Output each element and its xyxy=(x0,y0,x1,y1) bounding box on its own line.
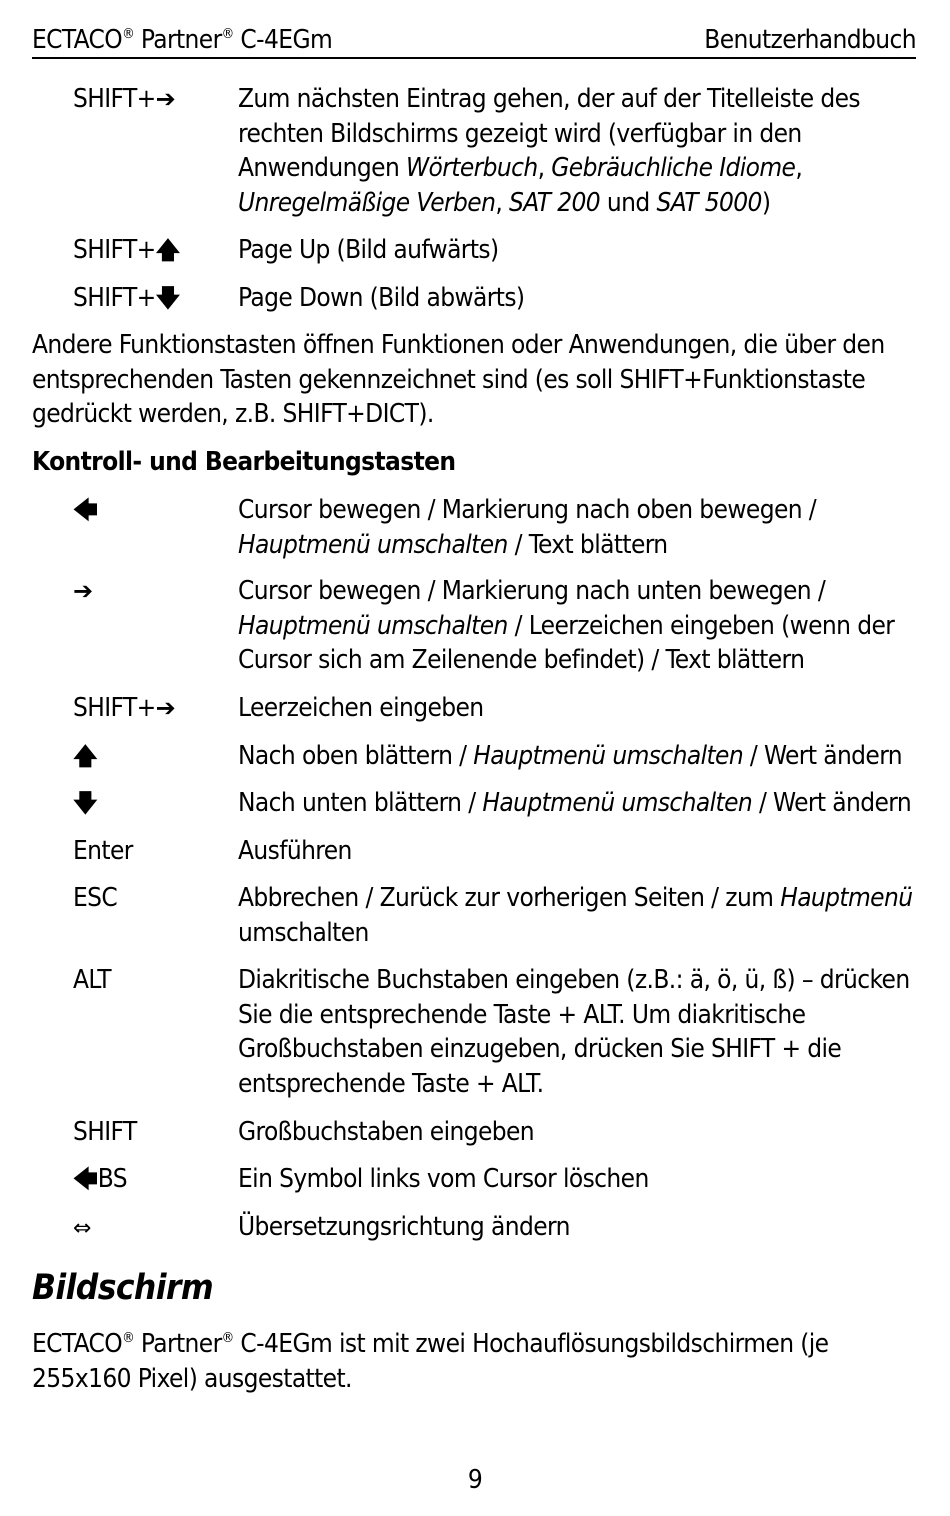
intro-paragraph: Andere Funktionstasten öffnen Funktionen oder Anwendungen, die über den entsprechenden Tasten gekennzeichnet sind (es soll SHIFT+Funktionstaste gedrückt werden, z.B. SHIFT+DICT). xyxy=(32,330,885,429)
desc-italic: Gebräuchliche Idiome xyxy=(551,153,796,183)
key-label xyxy=(73,493,98,528)
arrow-down-icon: 🡇 xyxy=(73,789,98,817)
desc-italic: Hauptmenü xyxy=(780,883,913,913)
section-title: Bildschirm xyxy=(32,1268,214,1308)
key-prefix: SHIFT+ xyxy=(73,693,156,723)
desc-text: umschalten xyxy=(238,917,369,948)
key-description: Diakritische Buchstaben eingeben (z.B.: ä, ö, ü, ß) – drücken Sie die entsprechende Taste + ALT. Um diakritische Großbuchstaben einzugeben, drücken Sie SHIFT + die entsprechende Taste + ALT. xyxy=(238,965,910,1099)
key-description: Ausführen xyxy=(238,836,352,866)
header-product xyxy=(32,24,332,56)
desc-text: / Text blättern xyxy=(507,529,668,560)
arrow-down-icon: 🡇 xyxy=(155,284,181,312)
desc-text: ) xyxy=(761,187,771,218)
key-description xyxy=(238,739,918,774)
key-description xyxy=(238,786,918,821)
desc-italic: Hauptmenü umschalten xyxy=(473,741,744,771)
desc-text: Nach unten blättern / xyxy=(238,788,483,818)
key-label: SHIFT xyxy=(73,1117,137,1147)
key-description: Page Up (Bild aufwärts) xyxy=(238,235,499,265)
key-label xyxy=(73,1210,91,1247)
desc-text: Zum nächsten Eintrag gehen, der auf der Titelleiste des rechten Bildschirms gezeigt wird (verfügbar in den Anwendungen xyxy=(238,84,861,183)
desc-text: , xyxy=(795,153,803,183)
key-label xyxy=(73,574,93,609)
registered-mark: ® xyxy=(221,1330,234,1346)
page-header xyxy=(32,24,916,59)
registered-mark: ® xyxy=(122,26,135,42)
header-product-name: Partner xyxy=(140,25,222,55)
desc-italic: Unregelmäßige Verben xyxy=(238,187,496,218)
desc-text: / Leerzeichen eingeben (wenn der Cursor sich am Zeilenende befindet) / Text blättern xyxy=(238,610,895,675)
desc-text: / Wert ändern xyxy=(743,741,902,771)
desc-text: Cursor bewegen / Markierung nach oben bewegen / xyxy=(238,495,817,525)
key-description xyxy=(238,881,918,950)
desc-text: Cursor bewegen / Markierung nach unten bewegen / xyxy=(238,576,826,606)
desc-text: Nach oben blättern / xyxy=(238,741,474,771)
key-label xyxy=(73,1162,127,1197)
key-suffix: BS xyxy=(97,1164,128,1194)
desc-text: , xyxy=(495,187,509,218)
key-label: ALT xyxy=(73,965,111,995)
desc-text: / Wert ändern xyxy=(752,788,912,818)
key-description: Übersetzungsrichtung ändern xyxy=(238,1212,570,1242)
desc-italic: SAT 5000 xyxy=(656,187,762,218)
key-description: Ein Symbol links vom Cursor löschen xyxy=(238,1164,649,1194)
key-label xyxy=(73,739,98,774)
key-label: ESC xyxy=(73,883,118,913)
desc-italic: SAT 200 xyxy=(508,187,601,218)
desc-text: , xyxy=(537,153,552,183)
key-description: Page Down (Bild abwärts) xyxy=(238,283,525,313)
key-label xyxy=(73,82,176,117)
key-label xyxy=(73,233,180,268)
key-label xyxy=(73,691,176,726)
desc-italic: Hauptmenü umschalten xyxy=(238,529,508,560)
key-label xyxy=(73,281,180,316)
header-brand: ECTACO xyxy=(32,25,123,55)
arrow-up-icon: 🡅 xyxy=(155,236,181,264)
arrow-left-icon: 🡄 xyxy=(73,1165,98,1193)
key-label: Enter xyxy=(73,836,133,866)
key-description xyxy=(238,574,918,678)
header-title: Benutzerhandbuch xyxy=(704,25,916,55)
key-prefix: SHIFT+ xyxy=(73,235,156,265)
desc-text: Abbrechen / Zurück zur vorherigen Seiten / zum xyxy=(238,883,781,913)
key-description xyxy=(238,493,918,562)
swap-direction-icon: ⇔ xyxy=(73,1216,92,1241)
desc-text: und xyxy=(600,187,657,218)
registered-mark: ® xyxy=(122,1330,135,1346)
arrow-left-icon: 🡄 xyxy=(73,496,98,524)
key-description: Großbuchstaben eingeben xyxy=(238,1117,535,1147)
brand-text: ECTACO xyxy=(32,1329,123,1359)
key-description xyxy=(238,82,918,220)
page-number: 9 xyxy=(467,1465,483,1495)
desc-italic: Hauptmenü umschalten xyxy=(238,610,508,641)
registered-mark: ® xyxy=(221,26,234,42)
key-label xyxy=(73,786,98,821)
arrow-right-icon: ➔ xyxy=(73,577,94,605)
product-text: Partner xyxy=(140,1329,222,1359)
paragraph-text: C-4EGm ist mit zwei Hochauflösungsbildschirmen (je 255x160 Pixel) ausgestattet. xyxy=(32,1329,829,1394)
screen-paragraph xyxy=(32,1327,922,1396)
desc-italic: Wörterbuch xyxy=(406,153,538,183)
key-prefix: SHIFT+ xyxy=(73,283,156,313)
desc-italic: Hauptmenü umschalten xyxy=(482,788,753,818)
arrow-right-icon: ➔ xyxy=(155,694,176,722)
header-model: C-4EGm xyxy=(240,25,333,55)
arrow-right-icon: ➔ xyxy=(155,85,176,113)
arrow-up-icon: 🡅 xyxy=(73,742,98,770)
section-heading: Kontroll- und Bearbeitungstasten xyxy=(32,447,456,477)
key-prefix: SHIFT+ xyxy=(73,84,156,114)
key-description: Leerzeichen eingeben xyxy=(238,693,484,723)
